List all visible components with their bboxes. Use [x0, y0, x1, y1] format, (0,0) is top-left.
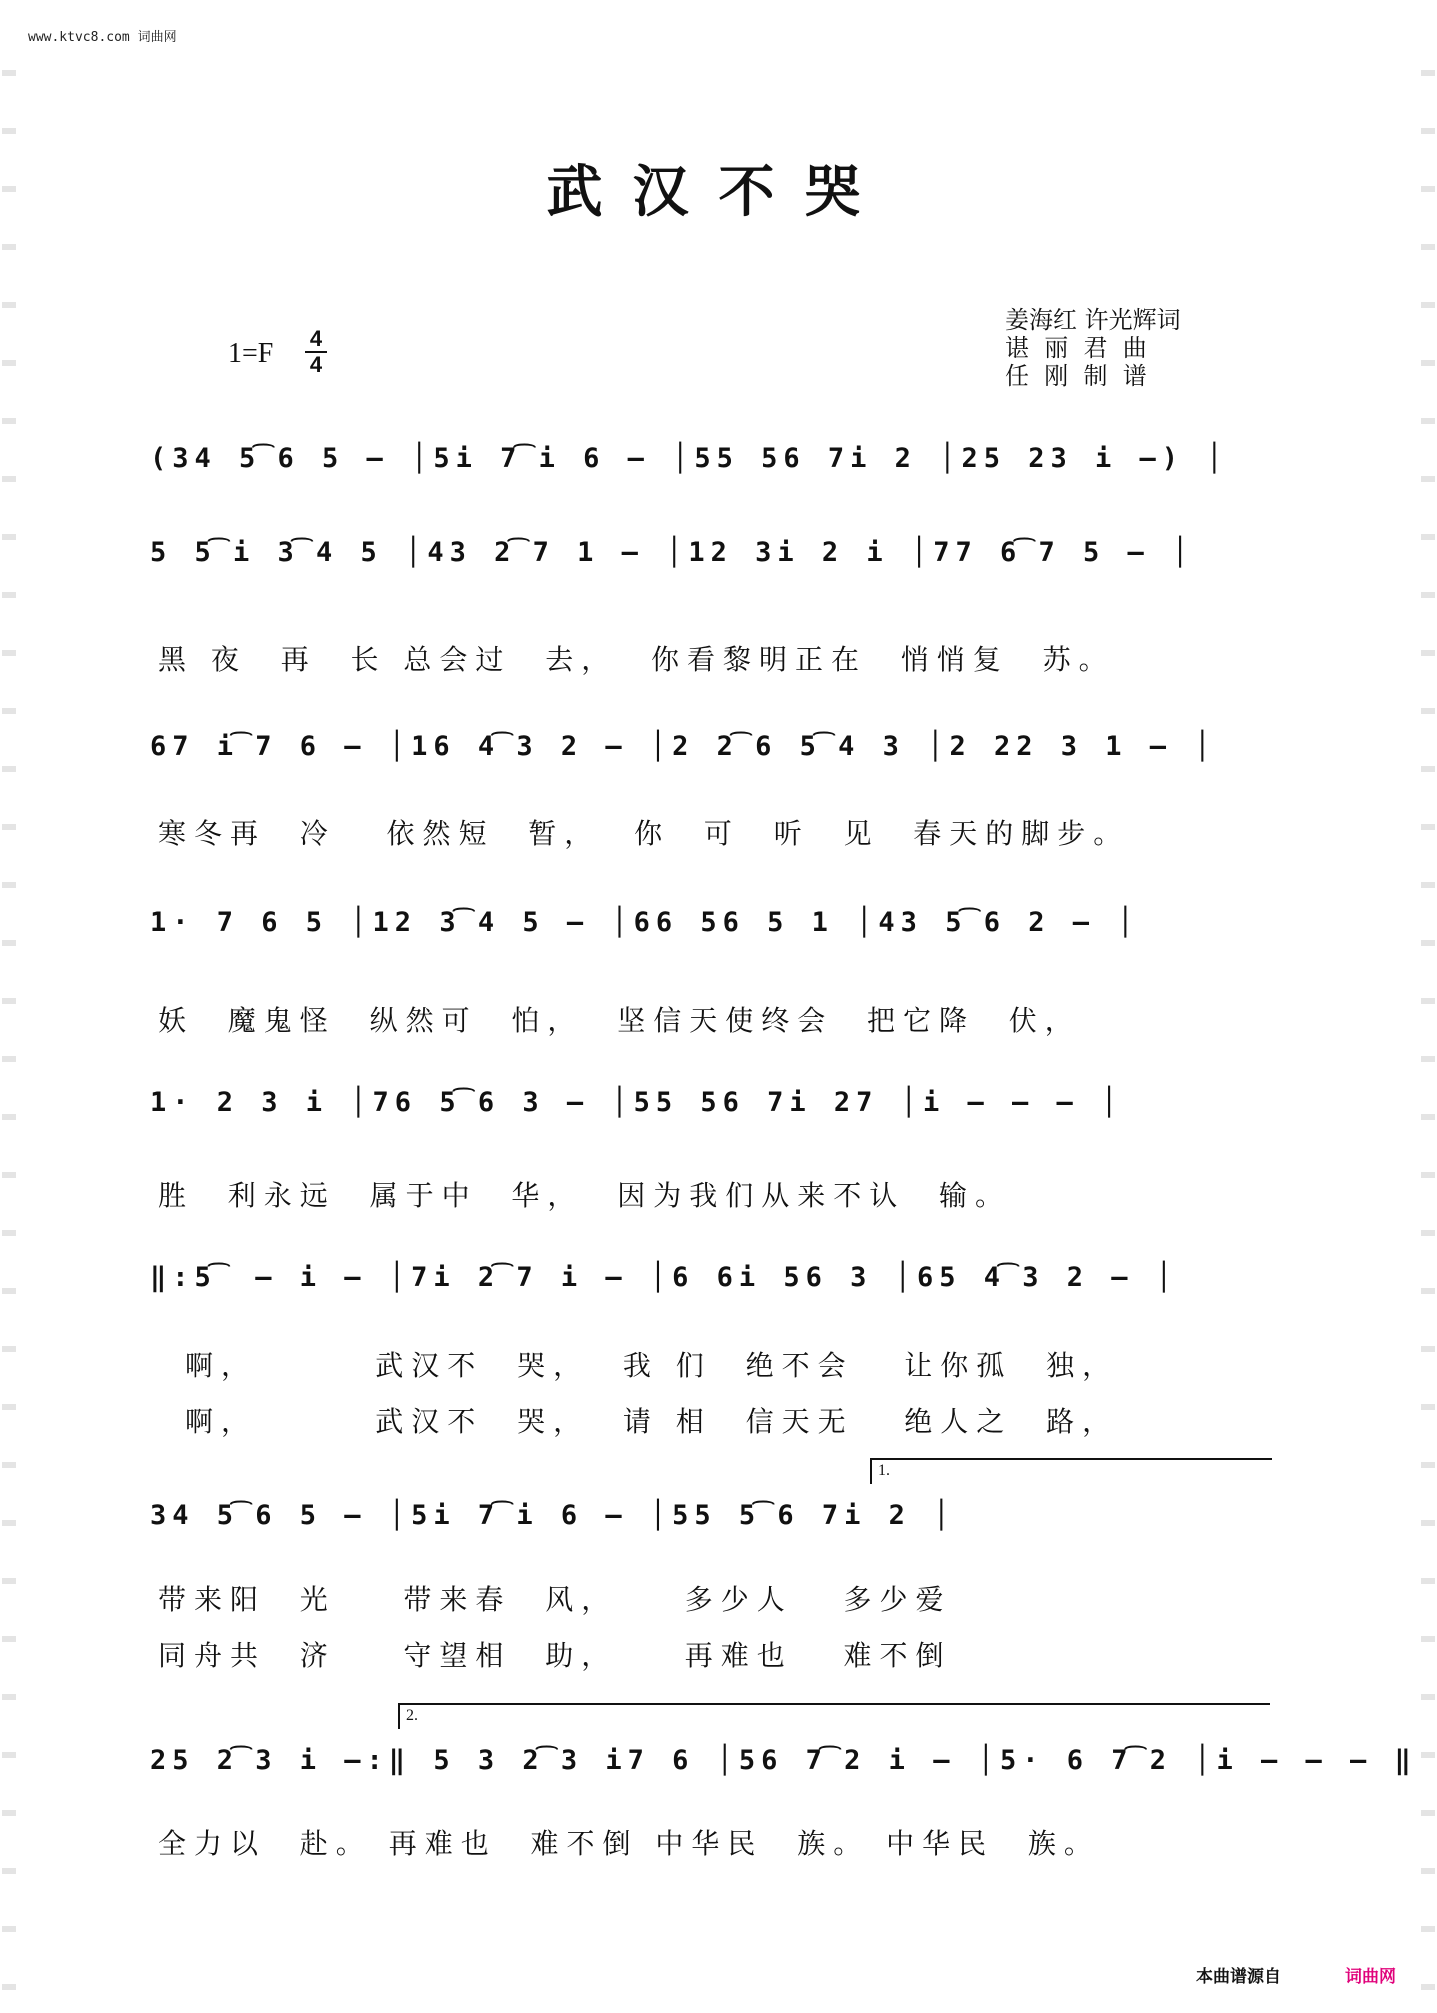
lyric-line-4: 妖 魔鬼怪 纵然可 怕， 坚信天使终会 把它降 伏， [158, 1004, 1081, 1037]
lyric-line-7a: 带来阳 光 带来春 风， 多少人 多少爱 [158, 1583, 952, 1616]
notation-line-3: 67 i͡7 6 – │16 4͡3 2 – │2 2͡6 5͡4 3 │2 22 3 1 – │ [150, 731, 1217, 762]
song-title: 武汉不哭 [546, 159, 891, 225]
notation-line-1: (34 5͡6 5 – │5i 7͡i 6 – │55 56 7i 2 │25 23 i –) │ [150, 443, 1229, 474]
lyric-line-7b: 同舟共 济 守望相 助， 再难也 难不倒 [158, 1639, 952, 1672]
first-ending-label: 1. [878, 1462, 890, 1479]
lyric-line-6b: 啊， 武汉不 哭， 请 相 信天无 绝人之 路， [185, 1405, 1119, 1438]
lyric-line-8: 全力以 赴。 再难也 难不倒 中华民 族。 中华民 族。 [158, 1827, 1100, 1860]
notation-line-7: 34 5͡6 5 – │5i 7͡i 6 – │55 5͡6 7i 2 │ [150, 1500, 956, 1531]
key-signature: 1=F [228, 338, 274, 369]
credit-composer: 谌 丽 君 曲 [1005, 334, 1147, 362]
time-signature-bottom: 4 [309, 352, 323, 377]
credit-arranger: 任 刚 制 谱 [1005, 362, 1147, 390]
lyric-line-3: 寒冬再 冷 依然短 暂， 你 可 听 见 春天的脚步。 [158, 817, 1130, 850]
notation-line-8: 25 2͡3 i –:‖ 5 3 2͡3 i7 6 │56 7͡2 i – │5· 6 7͡2 │i – – – ‖ [150, 1745, 1417, 1776]
notation-line-4: 1· 7 6 5 │12 3͡4 5 – │66 56 5 1 │43 5͡6 2 – │ [150, 907, 1140, 938]
footer-source-label: 本曲谱源自 [1196, 1967, 1281, 1987]
lyric-line-2: 黑 夜 再 长 总会过 去， 你看黎明正在 悄悄复 苏。 [158, 643, 1115, 676]
source-url: www.ktvc8.com 词曲网 [28, 30, 177, 45]
credit-lyricist: 姜海红 许光辉词 [1005, 306, 1181, 334]
second-ending-label: 2. [406, 1707, 418, 1724]
first-ending-bracket [870, 1458, 1272, 1484]
right-watermark-strip [1421, 50, 1435, 2000]
notation-line-6: ‖:5͡ – i – │7i 2͡7 i – │6 6i 56 3 │65 4͡3 2 – │ [150, 1262, 1179, 1293]
footer-site-link[interactable]: 词曲网 [1345, 1967, 1396, 1987]
notation-line-2: 5 5͡i 3͡4 5 │43 2͡7 1 – │12 3i 2 i │77 6͡7 5 – │ [150, 537, 1195, 568]
lyric-line-5: 胜 利永远 属于中 华， 因为我们从来不认 输。 [158, 1179, 1012, 1212]
time-signature-top: 4 [309, 326, 323, 351]
second-ending-bracket [398, 1703, 1270, 1729]
left-watermark-strip [2, 50, 16, 2000]
notation-line-5: 1· 2 3 i │76 5͡6 3 – │55 56 7i 27 │i – – – │ [150, 1087, 1124, 1118]
time-signature [305, 328, 327, 376]
lyric-line-6a: 啊， 武汉不 哭， 我 们 绝不会 让你孤 独， [185, 1349, 1119, 1382]
